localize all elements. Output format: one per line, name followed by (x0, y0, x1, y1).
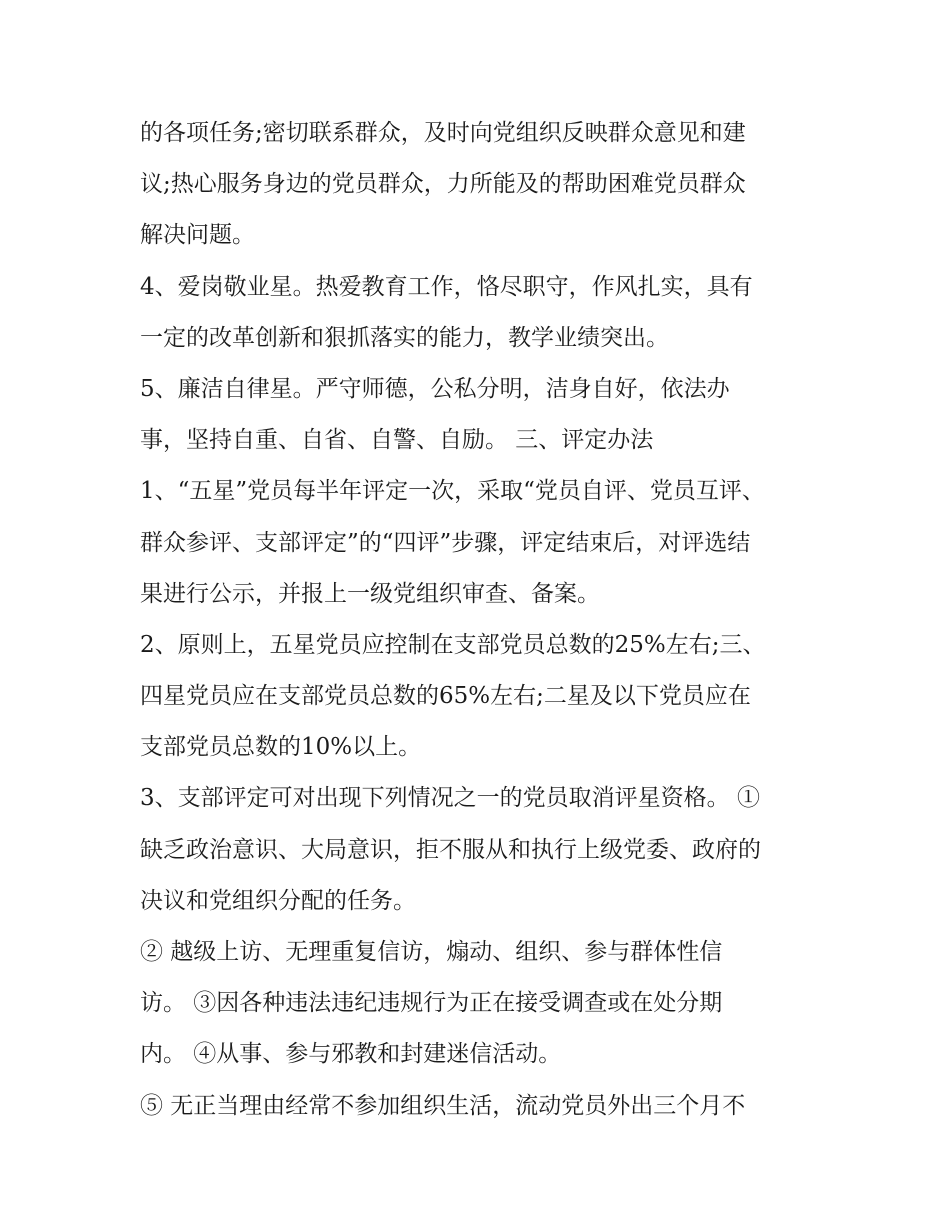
text-line: 内。 ④从事、参与邪教和封建迷信活动。 (140, 1041, 562, 1068)
document-body (140, 108, 830, 1132)
text-line: 5、廉洁自律星。严守师德，公私分明，洁身自好，依法办 (140, 375, 730, 402)
text-line: 支部党员总数的10%以上。 (140, 734, 422, 761)
text-line: ② 越级上访、无理重复信访，煽动、组织、参与群体性信 (140, 939, 723, 965)
text-line: 访。 ③因各种违法违纪违规行为正在接受调查或在处分期 (140, 990, 723, 1017)
text-line: 一定的改革创新和狠抓落实的能力，教学业绩突出。 (140, 324, 669, 351)
text-line: 群众参评、支部评定”的“四评”步骤，评定结束后，对评选结 (140, 529, 751, 556)
text-line: 果进行公示，并报上一级党组织审查、备案。 (140, 580, 600, 607)
text-line: 1、“五星”党员每半年评定一次，采取“党员自评、党员互评、 (140, 478, 765, 505)
text-line: 的各项任务;密切联系群众，及时向党组织反映群众意见和建 (140, 120, 746, 146)
text-line: 2、原则上，五星党员应控制在支部党员总数的25%左右;三、 (140, 631, 766, 658)
text-line: 四星党员应在支部党员总数的65%左右;二星及以下党员应在 (140, 683, 751, 710)
text-line: ⑤ 无正当理由经常不参加组织生活，流动党员外出三个月不 (140, 1092, 746, 1119)
text-line: 决议和党组织分配的任务。 (140, 887, 416, 914)
text-line: 解决问题。 (140, 222, 255, 249)
text-line: 4、爱岗敬业星。热爱教育工作，恪尽职守，作风扎实，具有 (140, 273, 753, 300)
text-line: 议;热心服务身边的党员群众，力所能及的帮助困难党员群众 (140, 171, 746, 198)
text-line: 缺乏政治意识、大局意识，拒不服从和执行上级党委、政府的 (140, 836, 761, 863)
text-line: 3、支部评定可对出现下列情况之一的党员取消评星资格。 ① (140, 785, 760, 812)
text-line: 事，坚持自重、自省、自警、自励。 三、评定办法 (140, 427, 654, 454)
